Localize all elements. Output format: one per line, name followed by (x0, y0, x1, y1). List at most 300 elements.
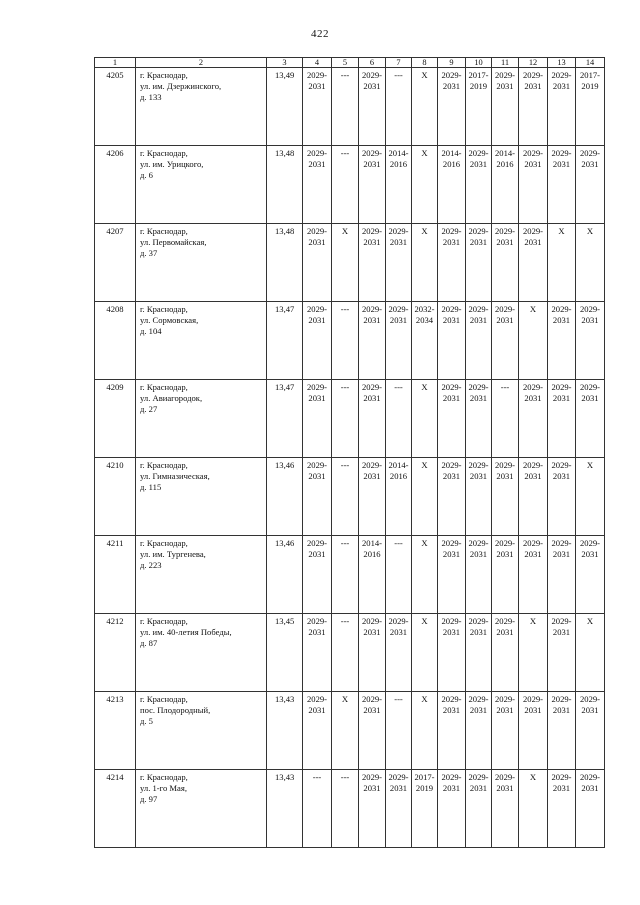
period-cell-11 (492, 458, 519, 536)
period-cell-13 (548, 692, 576, 770)
column-number-row (95, 58, 605, 68)
period-cell-10 (466, 458, 492, 536)
period-cell-5 (332, 380, 359, 458)
column-number-2: 2 (136, 58, 267, 68)
period-line: 2031 (442, 393, 461, 403)
period-line: 2029- (579, 304, 601, 314)
period-line: 2031 (363, 471, 381, 481)
period-cell-5 (332, 302, 359, 380)
period-line: Х (421, 694, 428, 704)
object-number: 4209 (95, 380, 136, 458)
table-row (95, 302, 605, 380)
address-line: г. Краснодар, (140, 538, 188, 548)
period-line: 2029- (361, 382, 383, 392)
period-line: 2014- (388, 148, 409, 158)
period-line: 2029- (494, 694, 516, 704)
period-line: 2032- (414, 304, 435, 314)
period-line: 2031 (581, 549, 599, 559)
address-line: д. 97 (140, 794, 158, 804)
period-cell-5 (332, 68, 359, 146)
period-cell-14 (576, 536, 605, 614)
period-line: 2029- (441, 226, 462, 236)
period-cell-4 (303, 770, 332, 848)
period-cell-10 (466, 380, 492, 458)
period-line: Х (529, 616, 537, 626)
period-cell-10 (466, 692, 492, 770)
period-line: 2031 (552, 159, 571, 169)
period-cell-7 (386, 536, 412, 614)
period-cell-8 (412, 68, 438, 146)
period-cell-14 (576, 224, 605, 302)
period-cell-12 (519, 614, 548, 692)
period-cell-9 (438, 224, 466, 302)
period-line: Х (421, 70, 428, 80)
table-row (95, 770, 605, 848)
period-cell-10 (466, 68, 492, 146)
table-row (95, 614, 605, 692)
period-cell-13 (548, 458, 576, 536)
address-line: г. Краснодар, (140, 382, 188, 392)
area-value: 13,46 (267, 536, 303, 614)
period-line: 2031 (496, 549, 514, 559)
period-line: 2031 (363, 237, 381, 247)
period-line: 2029- (468, 460, 489, 470)
address-cell (136, 68, 267, 146)
period-cell-5 (332, 770, 359, 848)
column-number-6: 6 (359, 58, 386, 68)
period-cell-11 (492, 146, 519, 224)
period-line: 2029- (494, 226, 516, 236)
period-line: --- (394, 382, 403, 392)
period-line: Х (421, 616, 428, 626)
period-line: 2029- (551, 694, 572, 704)
period-cell-9 (438, 614, 466, 692)
period-line: 2014- (494, 148, 516, 158)
address-line: д. 115 (140, 482, 162, 492)
table-row (95, 224, 605, 302)
address-cell (136, 458, 267, 536)
period-line: 2029- (522, 538, 544, 548)
period-line: 2031 (308, 705, 326, 715)
period-line: 2029- (441, 304, 462, 314)
period-line: 2029- (468, 148, 489, 158)
period-line: 2029- (468, 694, 489, 704)
period-line: --- (394, 694, 403, 704)
period-line: 2031 (581, 705, 599, 715)
period-line: 2031 (363, 783, 381, 793)
period-line: 2031 (524, 159, 542, 169)
address-line: г. Краснодар, (140, 772, 188, 782)
period-line: 2031 (363, 81, 381, 91)
period-cell-4 (303, 380, 332, 458)
table-row (95, 458, 605, 536)
period-cell-11 (492, 380, 519, 458)
period-line: 2029- (388, 616, 409, 626)
period-cell-5 (332, 146, 359, 224)
period-cell-8 (412, 614, 438, 692)
object-number: 4213 (95, 692, 136, 770)
period-line: 2031 (496, 783, 514, 793)
table-row (95, 146, 605, 224)
period-line: Х (341, 694, 349, 704)
period-cell-7 (386, 224, 412, 302)
period-line: 2031 (442, 81, 461, 91)
period-line: 2029- (306, 616, 328, 626)
period-line: 2029- (361, 148, 383, 158)
period-cell-5 (332, 536, 359, 614)
period-line: 2029- (388, 772, 409, 782)
period-line: 2016 (496, 159, 514, 169)
address-line: ул. Первомайская, (140, 237, 207, 247)
address-line: д. 87 (140, 638, 158, 648)
period-cell-11 (492, 68, 519, 146)
table-row (95, 536, 605, 614)
period-line: 2029- (494, 538, 516, 548)
period-line: 2031 (524, 705, 542, 715)
area-value: 13,46 (267, 458, 303, 536)
period-line: 2017- (414, 772, 435, 782)
column-number-12: 12 (519, 58, 548, 68)
period-line: 2029- (361, 226, 383, 236)
period-cell-8 (412, 692, 438, 770)
address-line: д. 104 (140, 326, 162, 336)
period-line: 2029- (551, 382, 572, 392)
period-line: 2029- (441, 70, 462, 80)
period-cell-10 (466, 224, 492, 302)
address-line: ул. им. Дзержинского, (140, 81, 222, 91)
period-cell-13 (548, 770, 576, 848)
period-line: 2029- (468, 226, 489, 236)
period-cell-13 (548, 536, 576, 614)
period-cell-11 (492, 692, 519, 770)
period-line: 2031 (524, 393, 542, 403)
period-line: 2014- (361, 538, 383, 548)
period-cell-14 (576, 770, 605, 848)
address-cell (136, 224, 267, 302)
table-body (95, 58, 605, 848)
column-number-9: 9 (438, 58, 466, 68)
object-number: 4211 (95, 536, 136, 614)
period-line: 2029- (306, 148, 328, 158)
period-line: 2031 (442, 237, 461, 247)
period-line: 2029- (522, 382, 544, 392)
period-line: 2031 (308, 471, 326, 481)
period-line: 2031 (469, 315, 488, 325)
period-line: Х (421, 148, 428, 158)
address-line: г. Краснодар, (140, 226, 188, 236)
period-line: 2031 (496, 471, 514, 481)
column-number-8: 8 (412, 58, 438, 68)
period-cell-5 (332, 224, 359, 302)
period-cell-5 (332, 614, 359, 692)
period-line: 2031 (363, 705, 381, 715)
period-cell-6 (359, 380, 386, 458)
period-cell-11 (492, 302, 519, 380)
period-line: 2031 (308, 549, 326, 559)
period-cell-12 (519, 146, 548, 224)
period-line: 2029- (494, 304, 516, 314)
period-line: 2031 (496, 627, 514, 637)
period-line: Х (341, 226, 349, 236)
period-cell-7 (386, 380, 412, 458)
period-line: 2031 (552, 315, 571, 325)
period-line: 2029- (441, 616, 462, 626)
period-line: 2029- (306, 460, 328, 470)
period-cell-11 (492, 770, 519, 848)
period-cell-10 (466, 146, 492, 224)
period-cell-4 (303, 224, 332, 302)
period-cell-8 (412, 770, 438, 848)
period-line: 2029- (579, 772, 601, 782)
object-number: 4214 (95, 770, 136, 848)
period-line: 2029- (494, 616, 516, 626)
period-line: 2029- (441, 694, 462, 704)
period-line: 2029- (468, 304, 489, 314)
period-line: --- (340, 148, 350, 158)
period-line: 2031 (308, 627, 326, 637)
period-line: 2031 (524, 81, 542, 91)
period-line: Х (529, 772, 537, 782)
period-line: 2029- (441, 772, 462, 782)
period-line: 2014- (441, 148, 462, 158)
period-line: 2031 (469, 159, 488, 169)
period-cell-9 (438, 68, 466, 146)
period-line: 2029- (306, 694, 328, 704)
object-number: 4210 (95, 458, 136, 536)
period-cell-12 (519, 380, 548, 458)
address-cell (136, 770, 267, 848)
period-cell-13 (548, 68, 576, 146)
period-line: 2029- (494, 70, 516, 80)
period-cell-12 (519, 536, 548, 614)
period-cell-4 (303, 614, 332, 692)
period-line: 2031 (581, 393, 599, 403)
period-line: Х (529, 304, 537, 314)
period-line: Х (586, 226, 594, 236)
address-line: г. Краснодар, (140, 694, 188, 704)
address-cell (136, 302, 267, 380)
period-line: --- (340, 382, 350, 392)
period-line: 2029- (551, 538, 572, 548)
period-line: 2019 (581, 81, 599, 91)
period-line: --- (340, 304, 350, 314)
period-cell-14 (576, 692, 605, 770)
period-line: 2016 (442, 159, 461, 169)
object-number: 4208 (95, 302, 136, 380)
address-line: д. 5 (140, 716, 153, 726)
period-line: 2029- (494, 772, 516, 782)
period-line: 2016 (389, 159, 408, 169)
column-number-3: 3 (267, 58, 303, 68)
period-line: 2031 (524, 471, 542, 481)
period-line: 2029- (306, 226, 328, 236)
period-cell-10 (466, 770, 492, 848)
period-line: 2029- (494, 460, 516, 470)
period-line: 2031 (363, 393, 381, 403)
period-line: 2029- (551, 70, 572, 80)
table-row (95, 692, 605, 770)
column-number-5: 5 (332, 58, 359, 68)
period-cell-11 (492, 224, 519, 302)
period-line: 2029- (388, 304, 409, 314)
address-line: ул. Гимназическая, (140, 471, 210, 481)
address-line: г. Краснодар, (140, 460, 188, 470)
period-cell-6 (359, 770, 386, 848)
period-line: 2031 (552, 783, 571, 793)
column-number-7: 7 (386, 58, 412, 68)
period-line: 2029- (468, 616, 489, 626)
period-line: 2031 (552, 627, 571, 637)
period-line: 2031 (363, 627, 381, 637)
period-cell-6 (359, 302, 386, 380)
period-line: --- (340, 772, 350, 782)
period-line: 2029- (306, 70, 328, 80)
period-line: Х (558, 226, 565, 236)
period-line: 2031 (308, 393, 326, 403)
period-line: 2029- (361, 616, 383, 626)
period-cell-14 (576, 458, 605, 536)
period-cell-9 (438, 302, 466, 380)
period-line: --- (340, 70, 350, 80)
period-line: 2031 (469, 393, 488, 403)
address-line: г. Краснодар, (140, 70, 188, 80)
period-line: --- (312, 772, 322, 782)
period-line: 2029- (579, 538, 601, 548)
period-cell-7 (386, 68, 412, 146)
period-line: 2031 (308, 159, 326, 169)
period-cell-9 (438, 458, 466, 536)
period-cell-7 (386, 770, 412, 848)
period-line: 2029- (441, 538, 462, 548)
period-line: 2031 (442, 549, 461, 559)
period-cell-7 (386, 302, 412, 380)
period-line: 2029- (306, 538, 328, 548)
period-line: 2031 (469, 783, 488, 793)
period-line: 2031 (581, 783, 599, 793)
period-line: 2031 (496, 237, 514, 247)
period-line: 2031 (442, 783, 461, 793)
address-line: д. 223 (140, 560, 162, 570)
period-line: 2029- (468, 382, 489, 392)
period-cell-14 (576, 146, 605, 224)
period-line: Х (421, 460, 428, 470)
period-cell-6 (359, 614, 386, 692)
address-cell (136, 692, 267, 770)
period-line: 2031 (442, 315, 461, 325)
address-cell (136, 536, 267, 614)
address-cell (136, 146, 267, 224)
address-cell (136, 614, 267, 692)
period-line: 2031 (552, 393, 571, 403)
period-cell-14 (576, 302, 605, 380)
period-cell-14 (576, 614, 605, 692)
column-number-11: 11 (492, 58, 519, 68)
period-line: 2031 (524, 549, 542, 559)
period-line: 2029- (551, 460, 572, 470)
period-line: 2029- (361, 460, 383, 470)
table-row (95, 68, 605, 146)
period-cell-8 (412, 380, 438, 458)
register-table (94, 57, 605, 848)
period-line: 2031 (389, 237, 408, 247)
period-line: 2029- (522, 226, 544, 236)
period-cell-12 (519, 302, 548, 380)
period-cell-6 (359, 224, 386, 302)
area-value: 13,49 (267, 68, 303, 146)
object-number: 4207 (95, 224, 136, 302)
period-line: 2029- (361, 772, 383, 782)
period-cell-6 (359, 458, 386, 536)
address-line: г. Краснодар, (140, 616, 188, 626)
period-cell-9 (438, 380, 466, 458)
period-line: 2031 (552, 549, 571, 559)
period-cell-8 (412, 458, 438, 536)
address-line: д. 37 (140, 248, 158, 258)
period-line: --- (340, 538, 350, 548)
period-cell-7 (386, 614, 412, 692)
column-number-4: 4 (303, 58, 332, 68)
period-line: 2017- (468, 70, 489, 80)
period-line: --- (394, 70, 403, 80)
period-cell-14 (576, 380, 605, 458)
period-line: --- (500, 382, 510, 392)
period-line: 2031 (496, 81, 514, 91)
address-cell (136, 380, 267, 458)
period-line: 2031 (581, 315, 599, 325)
period-line: 2029- (579, 148, 601, 158)
address-line: ул. им. 40-летия Победы, (140, 627, 232, 637)
period-cell-9 (438, 770, 466, 848)
period-line: 2016 (363, 549, 381, 559)
address-line: д. 27 (140, 404, 158, 414)
period-cell-4 (303, 692, 332, 770)
period-line: 2029- (306, 382, 328, 392)
period-line: 2029- (551, 772, 572, 782)
period-line: 2031 (469, 627, 488, 637)
period-cell-4 (303, 536, 332, 614)
object-number: 4212 (95, 614, 136, 692)
period-line: 2029- (306, 304, 328, 314)
address-line: д. 6 (140, 170, 153, 180)
period-cell-12 (519, 68, 548, 146)
column-number-13: 13 (548, 58, 576, 68)
period-cell-13 (548, 302, 576, 380)
period-line: 2029- (361, 694, 383, 704)
period-cell-13 (548, 224, 576, 302)
period-line: 2029- (551, 304, 572, 314)
address-line: г. Краснодар, (140, 304, 188, 314)
period-cell-12 (519, 692, 548, 770)
period-cell-4 (303, 458, 332, 536)
period-line: 2031 (308, 237, 326, 247)
period-line: 2031 (389, 783, 408, 793)
period-line: 2029- (468, 538, 489, 548)
period-line: 2031 (308, 315, 326, 325)
period-line: 2029- (551, 148, 572, 158)
period-line: 2031 (524, 237, 542, 247)
period-cell-10 (466, 302, 492, 380)
period-cell-12 (519, 224, 548, 302)
period-cell-4 (303, 68, 332, 146)
period-line: 2029- (361, 304, 383, 314)
period-cell-13 (548, 380, 576, 458)
period-line: 2031 (442, 627, 461, 637)
period-cell-9 (438, 146, 466, 224)
period-line: 2031 (496, 315, 514, 325)
area-value: 13,47 (267, 380, 303, 458)
period-cell-11 (492, 614, 519, 692)
address-line: пос. Плодородный, (140, 705, 211, 715)
